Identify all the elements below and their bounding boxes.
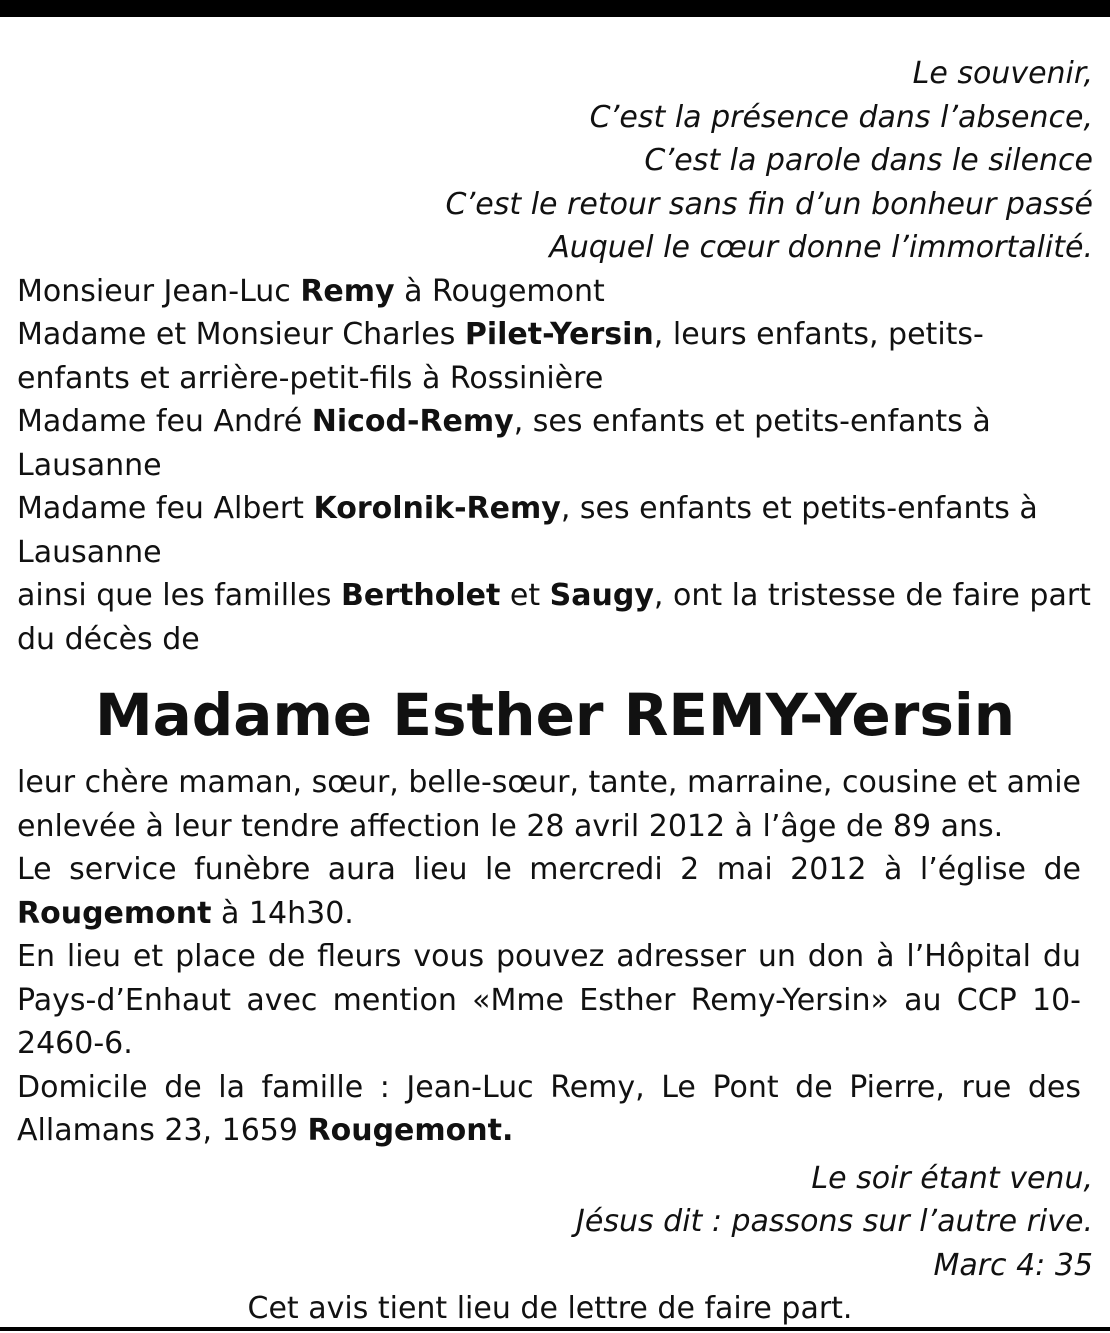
epigraph-line: C’est la parole dans le silence xyxy=(644,143,1093,178)
epigraph-line: Auquel le cœur donne l’immortalité. xyxy=(549,230,1093,265)
family-name-bertholet: Bertholet xyxy=(341,578,501,613)
family-member xyxy=(17,313,1093,400)
family-member-prefix: Madame et Monsieur Charles xyxy=(17,317,465,352)
family-member-prefix: Madame feu Albert xyxy=(17,491,314,526)
family-member-suffix: , ses enfants et petits-enfants à Lausanne xyxy=(17,491,1038,570)
service-text xyxy=(17,848,1081,935)
family-name-saugy: Saugy xyxy=(549,578,654,613)
verse-reference: Marc 4: 35 xyxy=(933,1247,1093,1283)
domicile-prefix: Domicile de la famille : Jean-Luc Remy, Le Pont de Pierre, rue des Allamans 23, 1659 xyxy=(17,1069,1081,1148)
family-member-name: Remy xyxy=(300,273,395,309)
epigraph-line: C’est le retour sans fin d’un bonheur passé xyxy=(445,186,1093,222)
verse-line: Le soir étant venu, xyxy=(811,1160,1093,1196)
service-place: Rougemont xyxy=(17,895,212,931)
announcement-suffix: , ont la tristesse de faire part du décès de xyxy=(17,578,1091,657)
family-member-prefix: Madame feu André xyxy=(17,404,312,439)
obituary-notice xyxy=(17,52,1093,1331)
donation-text: En lieu et place de fleurs vous pouvez adresser un don à l’Hôpital du Pays-d’Enhaut avec mention «Mme Esther Remy-Yersin» au CCP 10-2460-6. xyxy=(17,939,1081,1061)
announcement-text xyxy=(17,574,1093,661)
announcement-conjunction: et xyxy=(500,578,550,613)
closing-note: Cet avis tient lieu de lettre de faire part. xyxy=(247,1291,853,1326)
family-member xyxy=(17,400,1093,487)
bottom-border-rule xyxy=(0,1327,1110,1331)
notice-details xyxy=(17,761,1093,1153)
family-member xyxy=(17,270,1093,314)
family-member-name: Pilet-Yersin xyxy=(464,317,654,352)
epigraph-line: C’est la présence dans l’absence, xyxy=(589,99,1093,135)
family-member-suffix: , leurs enfants, petits-enfants et arrière-petit-fils à Rossinière xyxy=(17,317,984,396)
verse-line: Jésus dit : passons sur l’autre rive. xyxy=(576,1204,1093,1239)
family-list xyxy=(17,270,1093,662)
family-member-name: Korolnik-Remy xyxy=(313,491,561,526)
family-member-name: Nicod-Remy xyxy=(311,404,514,439)
domicile-text xyxy=(17,1066,1081,1153)
service-time: à 14h30. xyxy=(211,895,354,931)
top-border-rule xyxy=(0,0,1110,17)
family-member-suffix: à Rougemont xyxy=(394,273,605,309)
epigraph-line: Le souvenir, xyxy=(912,56,1093,91)
family-member-suffix: , ses enfants et petits-enfants à Lausanne xyxy=(17,404,991,483)
bible-verse xyxy=(17,1157,1093,1288)
domicile-place: Rougemont. xyxy=(307,1113,514,1148)
epigraph-poem xyxy=(17,52,1093,270)
family-member-prefix: Monsieur Jean-Luc xyxy=(17,273,301,309)
family-member xyxy=(17,487,1093,574)
deceased-name-heading: Madame Esther REMY-Yersin xyxy=(94,681,1016,749)
announcement-prefix: ainsi que les familles xyxy=(17,578,342,613)
relation-text: leur chère maman, sœur, belle-sœur, tante, marraine, cousine et amie enlevée à leur tendre affection le 28 avril 2012 à l’âge de 89 ans. xyxy=(17,765,1081,844)
service-prefix: Le service funèbre aura lieu le mercredi 2 mai 2012 à l’église de xyxy=(17,852,1081,887)
